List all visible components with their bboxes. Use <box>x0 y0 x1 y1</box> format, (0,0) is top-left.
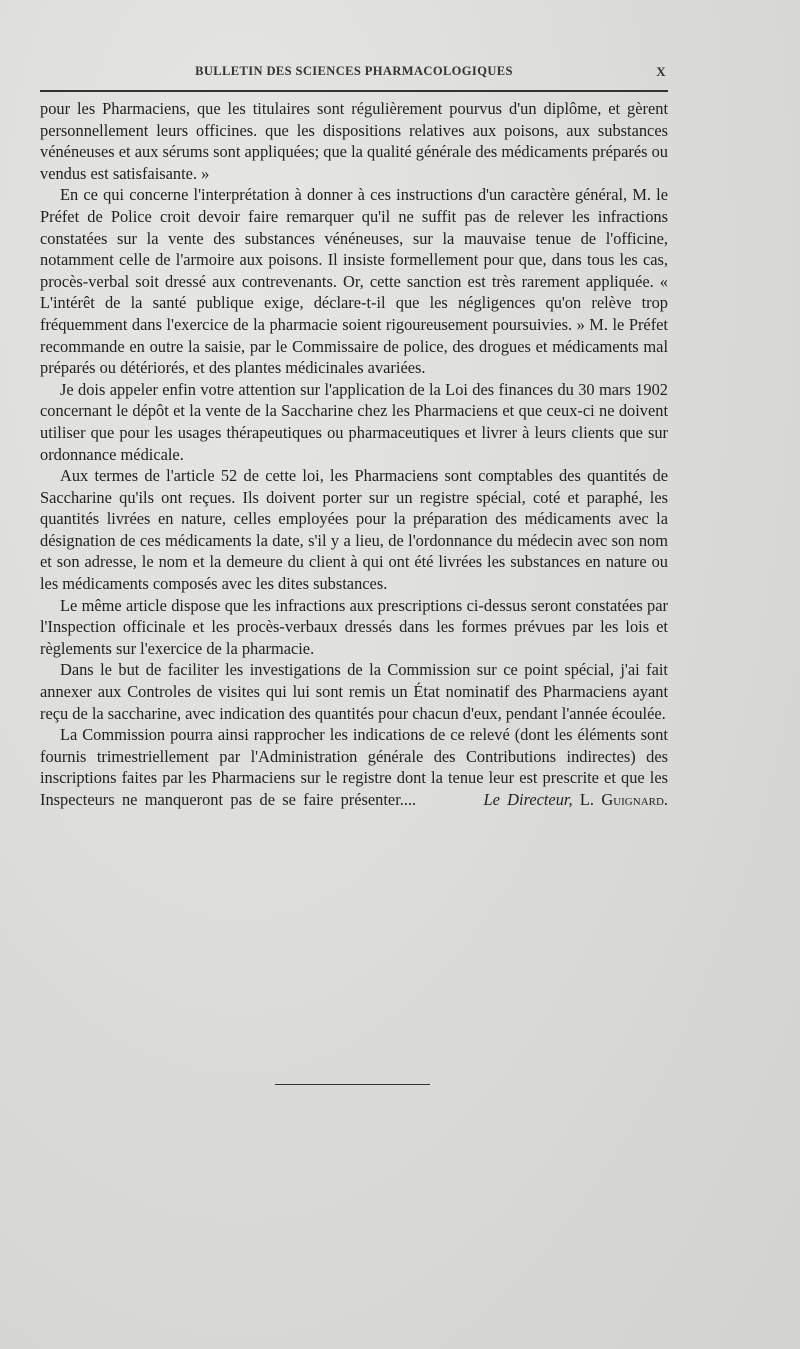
paragraph-article-52: Aux termes de l'article 52 de cette loi, les Pharmaciens sont comptables des quantités de Saccharine qu'ils ont reçues. Ils doivent porter sur un registre spécial, coté et paraphé, les quantités livrées en nature, celles employées pour la préparation des médicaments avec la désignation de ces médicaments la date, s'il y a lieu, de l'ordonnance du médecin avec son nom et son adresse, le nom et la demeure du client à qui ont été livrées les substances en nature ou les médicaments composés avec les dites substances. <box>40 466 668 594</box>
final-paragraph-text: La Commission pourra ainsi rapprocher les indications de ce relevé (dont les éléments sont fournis trimestriellement par l'Administration générale des Contributions indirectes) des inscriptions faites par les Pharmaciens sur le registre dont la tenue leur est prescrite et que les Inspecteurs ne manqueront pas de se faire présenter.... <box>40 725 668 809</box>
signature-role: Le Directeur, <box>483 790 573 809</box>
paragraph-final-with-signature <box>40 724 668 810</box>
signature-initial: L. <box>579 790 595 809</box>
page-number: X <box>656 64 666 79</box>
body-text <box>40 98 668 811</box>
signature <box>483 790 668 809</box>
paragraph-meme-article: Le même article dispose que les infractions aux prescriptions ci-dessus seront constatées par l'Inspection officinale et les procès-verbaux dressés dans les formes prévues par les lois et règlements sur l'exercice de la pharmacie. <box>40 595 668 658</box>
paragraph-loi-finances: Je dois appeler enfin votre attention sur l'application de la Loi des finances du 30 mars 1902 concernant le dépôt et la vente de la Saccharine chez les Pharmaciens et que ceux-ci ne doivent utiliser que pour les usages thérapeutiques ou pharmaceutiques et livrer à leurs clients que sur ordonnance médicale. <box>40 379 668 464</box>
closing-rule <box>275 1084 430 1085</box>
running-header <box>40 58 668 84</box>
paragraph-prefet-police: En ce qui concerne l'interprétation à donner à ces instructions d'un caractère général, M. le Préfet de Police croit devoir faire remarquer qu'il ne suffit pas de relever les infractions constatées sur la vente des substances vénéneuses, sur la mauvaise tenue de l'officine, notamment celle de l'armoire aux poisons. Il insiste formellement pour que, dans tous les cas, procès-verbal soit dressé aux contrevenants. Or, cette sanction est très rarement appliquée. « L'intérêt de la santé publique exige, déclare-t-il que les négligences qu'on relève trop fréquemment dans l'exercice de la pharmacie soient rigoureusement poursuivies. » M. le Préfet recommande en outre la saisie, par le Commissaire de police, des drogues et médicaments mal préparés ou détériorés, et des plantes médicinales avariées. <box>40 185 668 378</box>
journal-title: BULLETIN DES SCIENCES PHARMACOLOGIQUES <box>195 64 513 78</box>
signature-name: Guignard. <box>601 790 669 809</box>
header-rule <box>40 90 668 92</box>
paragraph-continuation: pour les Pharmaciens, que les titulaires sont régulièrement pourvus d'un diplôme, et gèrent personnellement leurs officines. que les dispositions relatives aux poisons, aux substances vénéneuses et aux sérums sont appliquées; que la qualité générale des médicaments préparés ou vendus est satisfaisante. » <box>40 99 668 183</box>
paragraph-commission-etat: Dans le but de faciliter les investigations de la Commission sur ce point spécial, j'ai fait annexer aux Controles de visites qui lui sont remis un État nominatif des Pharmaciens ayant reçu de la saccharine, avec indication des quantités pour chacun d'eux, pendant l'année écoulée. <box>40 660 668 723</box>
document-page <box>40 58 668 811</box>
